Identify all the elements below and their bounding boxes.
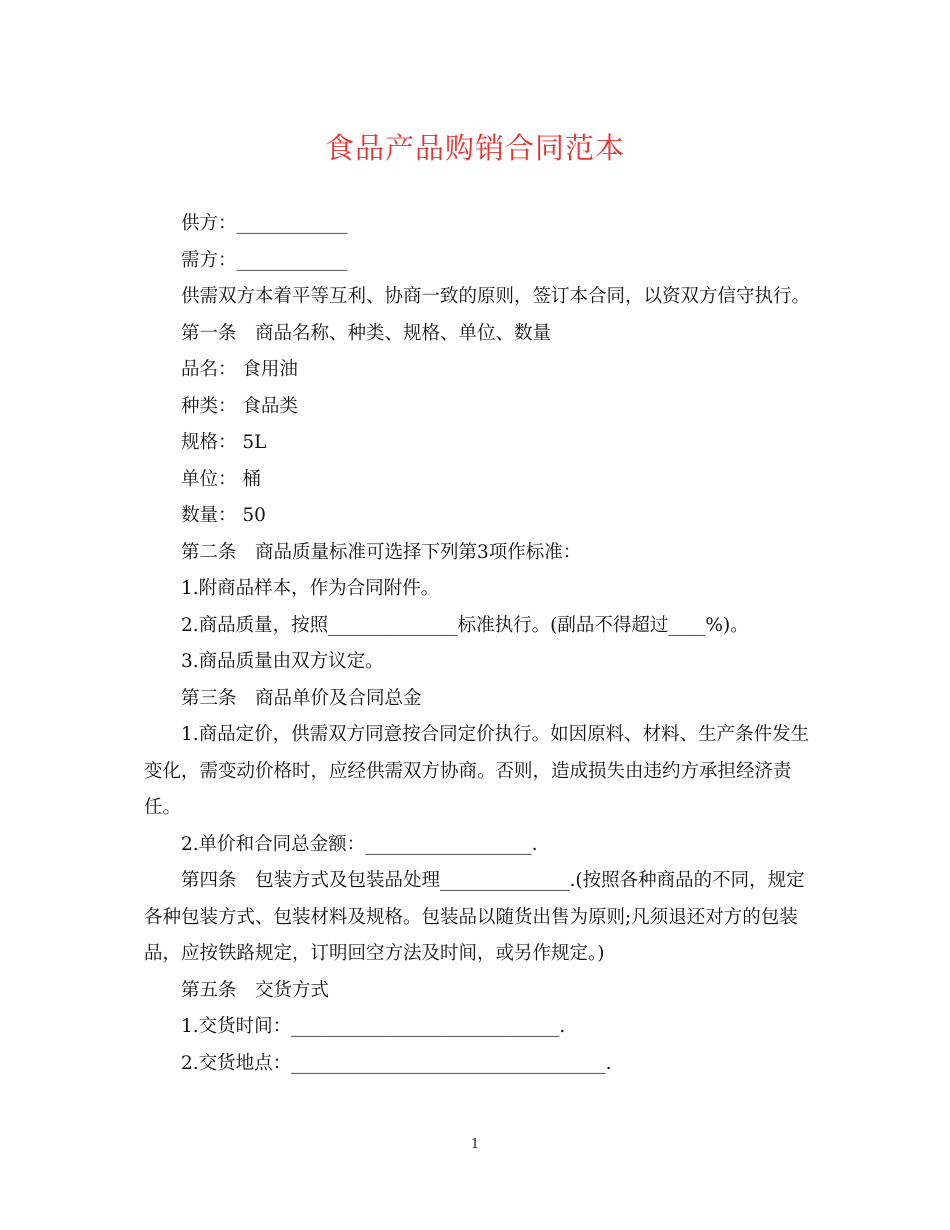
quality-item-3: 3.商品质量由双方议定。 — [181, 651, 384, 672]
price-item-1: 1.商品定价，供需双方同意按合同定价执行。如因原料、材料、生产条件发生变化，需变动价格时，应经供需双方协商。否则，造成损失由违约方承担经济责任。 — [144, 724, 810, 818]
product-quantity-line: 数量： 50 — [181, 505, 266, 526]
document-title: 食品产品购销合同范本 — [324, 131, 625, 165]
article-3-heading: 第三条 商品单价及合同总金 — [181, 687, 422, 709]
document-body — [144, 206, 810, 1082]
delivery-item-1: 1.交货时间：_____________________________. — [181, 1016, 566, 1037]
price-item-2: 2.单价和合同总金额：__________________. — [181, 833, 538, 855]
article-4-paragraph: 第四条 包装方式及包装品处理______________.(按照各种商品的不同，规定各种包装方式、包装材料及规格。包装品以随货出售为原则;凡须退还对方的包装品，应按铁路规定，订明回空方法及时间，或另作规定。) — [144, 870, 805, 964]
article-5-heading: 第五条 交货方式 — [181, 979, 330, 1001]
article-2-heading: 第二条 商品质量标准可选择下列第3项作标准： — [181, 541, 582, 563]
buyer-line: 需方：____________ — [181, 249, 348, 271]
intro-paragraph: 供需双方本着平等互利、协商一致的原则，签订本合同，以资双方信守执行。 — [181, 286, 811, 307]
supplier-line: 供方：____________ — [181, 213, 348, 234]
delivery-item-2: 2.交货地点：__________________________________. — [181, 1052, 612, 1074]
quality-item-2: 2.商品质量，按照______________标准执行。(副品不得超过____%)。 — [181, 614, 749, 636]
product-spec-line: 规格： 5L — [181, 432, 267, 453]
article-1-heading: 第一条 商品名称、种类、规格、单位、数量 — [181, 322, 552, 344]
product-name-line: 品名： 食用油 — [181, 359, 298, 380]
page-number: 1 — [470, 1137, 480, 1152]
product-unit-line: 单位： 桶 — [181, 468, 261, 490]
product-category-line: 种类： 食品类 — [181, 395, 298, 417]
quality-item-1: 1.附商品样本，作为合同附件。 — [181, 578, 440, 599]
